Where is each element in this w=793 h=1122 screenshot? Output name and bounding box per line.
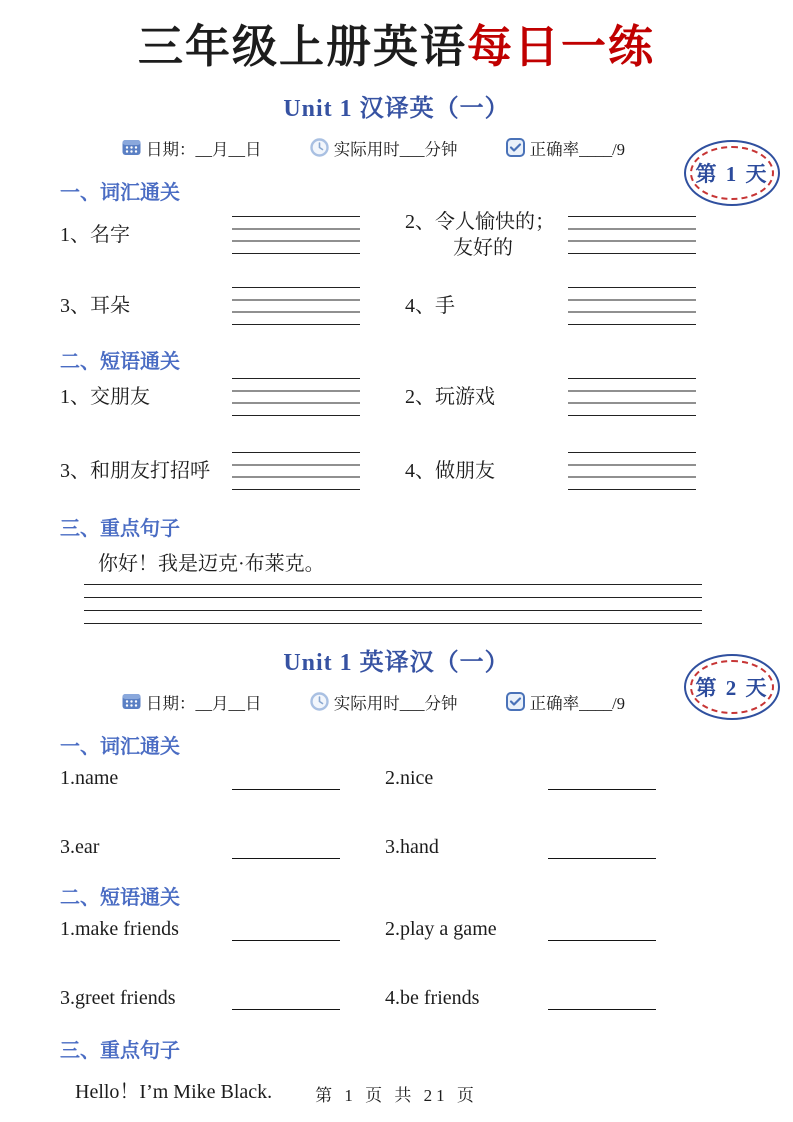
- time-field-2: [310, 690, 458, 714]
- writing-lines: [232, 287, 360, 325]
- writing-lines: [232, 378, 360, 416]
- meta-row-1: [122, 136, 625, 160]
- s2-phrase-item-3: 3.greet friends: [60, 986, 176, 1009]
- answer-blank: [548, 834, 656, 859]
- s2-sentence: Hello！I’m Mike Black.: [75, 1080, 273, 1103]
- s1-sentence: 你好！我是迈克·布莱克。: [98, 552, 325, 575]
- accuracy-label: 正确率____/9: [529, 139, 625, 159]
- s2-vocab-item-3: 3.ear: [60, 835, 100, 858]
- day-2-badge: 第 2 天: [684, 654, 780, 720]
- checkbox-icon: [506, 692, 525, 711]
- writing-lines-wide: [84, 584, 702, 624]
- answer-blank: [548, 765, 656, 790]
- calendar-icon: [122, 139, 141, 156]
- s1-vocab-row-1: [60, 209, 733, 261]
- writing-lines: [568, 216, 696, 254]
- s1-vocab-item-2: 2、令人愉快的； 友好的: [405, 210, 555, 259]
- day-1-badge: 第 1 天: [684, 140, 780, 206]
- s1-phrase-row-1: [60, 378, 733, 416]
- s2-sentence-title: 三、重点句子: [60, 1039, 180, 1062]
- unit1-cn-to-en-heading: Unit 1 汉译英（一）: [283, 95, 510, 122]
- accuracy-label: 正确率____/9: [529, 693, 625, 713]
- s1-phrase-item-2: 2、玩游戏: [405, 385, 495, 408]
- s1-phrase-item-3: 3、和朋友打招呼: [60, 459, 210, 482]
- unit1-en-to-cn-heading: Unit 1 英译汉（一）: [283, 649, 510, 676]
- checkbox-icon: [506, 138, 525, 157]
- calendar-icon: [122, 693, 141, 710]
- time-label: 实际用时___分钟: [333, 139, 458, 159]
- page-title: [0, 0, 793, 74]
- s2-vocab-item-4: 3.hand: [385, 835, 439, 858]
- answer-blank: [548, 985, 656, 1010]
- date-label: 日期：__月__日: [146, 693, 262, 713]
- writing-lines: [568, 378, 696, 416]
- date-label: 日期：__月__日: [146, 139, 262, 159]
- s2-phrase-item-2: 2.play a game: [385, 917, 497, 940]
- answer-blank: [232, 916, 340, 941]
- page-title-black: 三年级上册英语: [137, 22, 467, 72]
- s2-phrase-item-1: 1.make friends: [60, 917, 179, 940]
- clock-icon: [310, 692, 329, 711]
- date-field-1: [122, 136, 262, 160]
- s2-vocab-item-1: 1.name: [60, 766, 119, 789]
- s1-phrase-row-2: [60, 452, 733, 490]
- s1-vocab-title: 一、词汇通关: [60, 181, 180, 204]
- page-title-red: 每日一练: [467, 22, 656, 72]
- s1-vocab-item-1: 1、名字: [60, 223, 130, 246]
- answer-blank: [232, 765, 340, 790]
- s1-vocab-row-2: [60, 287, 733, 325]
- accuracy-field-1: [506, 136, 625, 160]
- s1-vocab-item-3: 3、耳朵: [60, 294, 130, 317]
- answer-blank: [232, 985, 340, 1010]
- s2-vocab-title: 一、词汇通关: [60, 735, 180, 758]
- s2-phrase-row-2: [60, 985, 733, 1010]
- clock-icon: [310, 138, 329, 157]
- page-number: 第 1 页 共 21 页: [315, 1086, 478, 1105]
- s2-phrase-item-4: 4.be friends: [385, 986, 480, 1009]
- s1-phrase-title: 二、短语通关: [60, 350, 180, 373]
- writing-lines: [232, 452, 360, 490]
- s1-phrase-item-1: 1、交朋友: [60, 385, 150, 408]
- s2-vocab-row-2: [60, 834, 733, 859]
- s2-phrase-row-1: [60, 916, 733, 941]
- answer-blank: [232, 834, 340, 859]
- answer-blank: [548, 916, 656, 941]
- writing-lines: [568, 452, 696, 490]
- time-label: 实际用时___分钟: [333, 693, 458, 713]
- s1-phrase-item-4: 4、做朋友: [405, 459, 495, 482]
- accuracy-field-2: [506, 690, 625, 714]
- s1-sentence-title: 三、重点句子: [60, 517, 180, 540]
- time-field-1: [310, 136, 458, 160]
- s1-vocab-item-4: 4、手: [405, 294, 455, 317]
- s2-phrase-title: 二、短语通关: [60, 886, 180, 909]
- s2-vocab-row-1: [60, 765, 733, 790]
- meta-row-2: [122, 690, 625, 714]
- writing-lines: [568, 287, 696, 325]
- s2-vocab-item-2: 2.nice: [385, 766, 434, 789]
- writing-lines: [232, 216, 360, 254]
- date-field-2: [122, 690, 262, 714]
